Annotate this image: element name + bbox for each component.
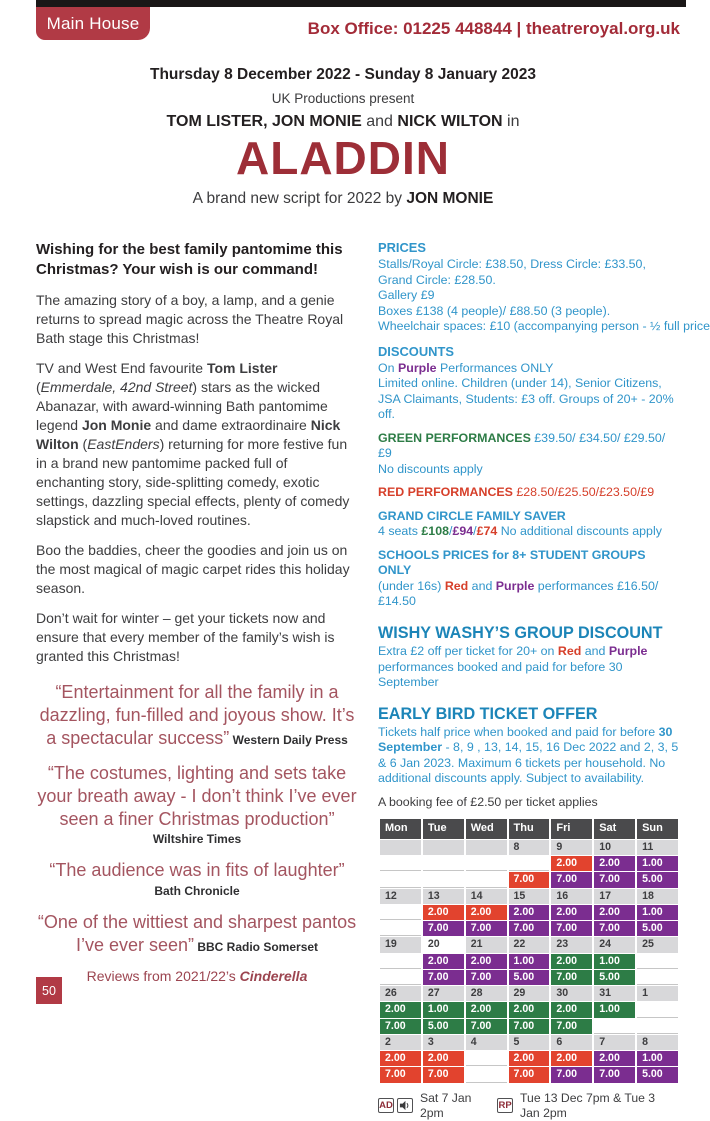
calendar-date-cell: 8: [509, 840, 550, 855]
calendar-empty-cell: [637, 1002, 678, 1017]
text-line: [378, 644, 680, 691]
early-bird-heading: [378, 704, 680, 724]
text-segment: DISCOUNTS: [378, 343, 454, 359]
calendar-day-header: Wed: [466, 819, 507, 839]
calendar-empty-cell: [380, 872, 421, 887]
text-segment: - 8, 9 , 13, 14, 15, 16 Dec 2022 and 2, 3, 5 & 6 Jan 2023. Maximum 6 tickets per household. No additional discounts apply. Subject to availability.: [378, 740, 679, 786]
calendar-empty-cell: [423, 856, 464, 871]
calendar-date-cell: 5: [509, 1035, 550, 1050]
calendar-date-cell: 3: [423, 1035, 464, 1050]
text-segment: in: [502, 113, 520, 130]
footnote-text: Sat 7 Jan 2pm: [419, 1090, 472, 1120]
performance-time-cell: 7.00: [380, 1067, 421, 1082]
performance-time-cell: 7.00: [509, 872, 550, 887]
calendar-empty-cell: [466, 1051, 507, 1066]
wishy-washy-heading: [378, 623, 680, 643]
performance-time-cell: 2.00: [594, 905, 635, 920]
text-segment: Stalls/Royal Circle: £38.50, Dress Circle: £33.50, Grand Circle: £28.50.: [378, 257, 646, 287]
prices-column: [378, 240, 710, 1121]
calendar-date-cell: 29: [509, 986, 550, 1001]
performance-time-cell: 7.00: [551, 970, 592, 985]
text-line: [378, 548, 680, 579]
calendar-date-cell: 6: [551, 1035, 592, 1050]
performance-time-cell: 2.00: [509, 1051, 550, 1066]
run-dates: Thursday 8 December 2022 - Sunday 8 January 2023: [150, 66, 536, 83]
performance-time-cell: 2.00: [380, 1051, 421, 1066]
calendar-date-cell: 22: [509, 937, 550, 952]
performance-time-cell: 5.00: [637, 921, 678, 936]
performance-time-cell: 7.00: [509, 1019, 550, 1034]
text-segment: A brand new script for 2022 by: [192, 189, 407, 207]
text-segment: performances booked and paid for before 30 September: [378, 659, 623, 689]
boo-paragraph: [36, 541, 358, 598]
calendar-date-cell: 19: [380, 937, 421, 952]
show-header: [0, 66, 686, 208]
performance-time-cell: 7.00: [594, 921, 635, 936]
calendar-date-cell: [380, 840, 421, 855]
booking-fee-note: [378, 795, 680, 811]
calendar-empty-cell: [380, 921, 421, 936]
text-segment: £28.50/£25.50/£23.50/£9: [516, 485, 655, 500]
calendar-footnotes: [378, 1091, 680, 1121]
green-performances: [378, 431, 680, 478]
performance-time-cell: 1.00: [423, 1002, 464, 1017]
prices-heading: [378, 240, 680, 256]
audio-description-icon: [397, 1098, 413, 1113]
calendar-day-header: Sat: [594, 819, 635, 839]
performance-time-cell: 7.00: [466, 921, 507, 936]
performance-time-cell: 7.00: [509, 921, 550, 936]
calendar-date-cell: 21: [466, 937, 507, 952]
text-segment: NICK WILTON: [397, 113, 503, 130]
performance-time-cell: 7.00: [551, 921, 592, 936]
calendar-empty-cell: [466, 1067, 507, 1082]
text-line: [378, 240, 680, 256]
calendar-date-cell: 26: [380, 986, 421, 1001]
calendar-empty-cell: [594, 1019, 635, 1034]
schools-prices: [378, 548, 680, 610]
text-segment: /: [448, 524, 453, 539]
script-credit-line: [0, 190, 686, 208]
tickets-paragraph: [36, 609, 358, 666]
calendar-empty-cell: [509, 856, 550, 871]
text-line: [378, 579, 680, 610]
text-line: [378, 704, 680, 724]
text-segment: EastEnders: [87, 435, 160, 452]
text-segment: (: [78, 435, 88, 452]
text-segment: GREEN PERFORMANCES: [378, 430, 531, 445]
text-line: [378, 485, 680, 501]
text-segment: WISHY WASHY’S GROUP DISCOUNT: [378, 623, 663, 642]
wishy-washy-text: [378, 644, 680, 691]
performance-time-cell: 7.00: [423, 1067, 464, 1082]
calendar-date-cell: 1: [637, 986, 678, 1001]
performance-time-cell: 2.00: [509, 905, 550, 920]
text-line: [378, 509, 680, 525]
text-segment: /: [473, 524, 477, 539]
press-quotes: [36, 681, 358, 956]
audio-described-badge: AD: [378, 1098, 394, 1113]
quote-text: “The costumes, lighting and sets take your breath away - I don’t think I’ve ever seen a finer Christmas production”: [37, 763, 357, 829]
text-line: [378, 304, 680, 320]
text-segment: Wishing for the best family pantomime this Christmas? Your wish is our command!: [36, 241, 343, 278]
calendar-date-cell: 30: [551, 986, 592, 1001]
performance-time-cell: 7.00: [423, 921, 464, 936]
text-line: [378, 344, 680, 360]
text-segment: Extra £2 off per ticket for 20+ on: [378, 644, 558, 658]
performance-time-cell: 5.00: [423, 1019, 464, 1034]
quote-attribution: Western Daily Press: [229, 732, 348, 747]
text-segment: No discounts apply: [378, 461, 483, 476]
text-line: [378, 725, 680, 787]
calendar-day-header: Mon: [380, 819, 421, 839]
quote-text: “The audience was in fits of laughter”: [49, 860, 345, 881]
performance-time-cell: 2.00: [551, 1051, 592, 1066]
text-line: [378, 524, 680, 540]
performance-time-cell: 2.00: [423, 1051, 464, 1066]
main-house-tab: Main House: [36, 7, 150, 40]
performance-time-cell: 7.00: [466, 970, 507, 985]
quote-text: “One of the wittiest and sharpest pantos I’ve ever seen”: [37, 911, 357, 955]
performance-time-cell: 2.00: [551, 905, 592, 920]
text-segment: Wheelchair spaces: £10 (accompanying person - ½ full price: [378, 319, 710, 334]
text-line: [378, 431, 680, 462]
text-segment: ) returning for more festive fun in a brand new pantomime packed full of enchanting story, side-splitting comedy, exotic settings, dazzling special effects, plenty of comedy slapstick and much-loved routines.: [36, 435, 350, 528]
performance-time-cell: 2.00: [594, 1051, 635, 1066]
calendar-empty-cell: [637, 970, 678, 985]
calendar-day-header: Thu: [509, 819, 550, 839]
calendar-empty-cell: [380, 970, 421, 985]
calendar-date-cell: 2: [380, 1035, 421, 1050]
performance-time-cell: 7.00: [594, 1067, 635, 1082]
text-segment: Purple: [397, 360, 437, 375]
text-segment: Performances ONLY: [436, 360, 554, 375]
performance-time-cell: 1.00: [637, 856, 678, 871]
calendar-date-cell: 17: [594, 889, 635, 904]
text-segment: and: [468, 578, 496, 593]
text-segment: Reviews from 2021/22’s: [86, 968, 240, 985]
calendar-date-cell: 10: [594, 840, 635, 855]
calendar-date-cell: 18: [637, 889, 678, 904]
cast-line: [0, 113, 686, 131]
performance-time-cell: 2.00: [551, 954, 592, 969]
calendar-date-cell: 25: [637, 937, 678, 952]
calendar-date-cell: 28: [466, 986, 507, 1001]
performance-time-cell: 7.00: [509, 1067, 550, 1082]
text-segment: £108: [421, 524, 449, 539]
text-segment: GRAND CIRCLE FAMILY SAVER: [378, 508, 566, 523]
calendar-date-cell: 16: [551, 889, 592, 904]
text-segment: Boxes £138 (4 people)/ £88.50 (3 people).: [378, 303, 611, 318]
text-segment: JON MONIE: [406, 189, 494, 207]
text-segment: ) stars as the wicked Abanazar, with award-winning Bath pantomime legend: [36, 378, 328, 433]
calendar-date-cell: 7: [594, 1035, 635, 1050]
performance-time-cell: 5.00: [594, 970, 635, 985]
calendar-empty-cell: [380, 954, 421, 969]
calendar-empty-cell: [380, 905, 421, 920]
relaxed-performance-badge: RP: [497, 1098, 513, 1113]
text-segment: TOM LISTER, JON MONIE: [166, 113, 362, 130]
performance-time-cell: 2.00: [551, 856, 592, 871]
calendar-empty-cell: [637, 954, 678, 969]
presenter-line: UK Productions present: [271, 91, 415, 106]
discounts-heading: [378, 344, 680, 360]
family-saver: [378, 509, 680, 540]
text-segment: Boo the baddies, cheer the goodies and join us on the most magical of magic carpet rides this holiday season.: [36, 541, 350, 597]
description-column: [36, 240, 358, 984]
text-segment: Nick Wilton: [36, 416, 341, 452]
top-edge-strip: [36, 0, 686, 7]
calendar-date-cell: 13: [423, 889, 464, 904]
text-line: [378, 319, 710, 335]
text-segment: Tickets half price when booked and paid for before: [378, 724, 659, 739]
text-segment: Gallery £9: [378, 288, 435, 303]
intro-paragraph: [36, 291, 358, 348]
calendar-empty-cell: [637, 1019, 678, 1034]
text-line: [378, 361, 680, 377]
text-line: [378, 462, 680, 478]
calendar-empty-cell: [380, 856, 421, 871]
text-segment: £39.50/ £34.50/ £29.50/ £9: [378, 430, 666, 461]
calendar-date-cell: 9: [551, 840, 592, 855]
text-segment: £94: [452, 524, 474, 539]
performance-time-cell: 1.00: [594, 1002, 635, 1017]
performance-time-cell: 2.00: [509, 1002, 550, 1017]
text-segment: 30 September: [378, 724, 673, 755]
text-segment: Red: [557, 644, 582, 658]
performance-time-cell: 2.00: [551, 1002, 592, 1017]
performance-time-cell: 7.00: [551, 1019, 592, 1034]
text-segment: A booking fee of £2.50 per ticket applies: [378, 794, 598, 809]
calendar-day-header: Fri: [551, 819, 592, 839]
performance-time-cell: 2.00: [466, 1002, 507, 1017]
text-segment: (: [36, 378, 41, 395]
text-segment: Don’t wait for winter – get your tickets now and ensure that every member of the family’s wish is granted this Christmas!: [36, 610, 335, 665]
press-quote: [36, 859, 358, 882]
reviews-credit-line: [36, 968, 358, 984]
text-segment: RED PERFORMANCES: [378, 485, 513, 500]
performance-time-cell: 7.00: [380, 1019, 421, 1034]
performance-time-cell: 2.00: [466, 954, 507, 969]
text-segment: Tom Lister: [206, 359, 278, 376]
text-segment: performances £16.50/ £14.50: [378, 578, 659, 609]
cast-paragraph: [36, 359, 358, 530]
text-segment: No additional discounts apply: [497, 524, 662, 539]
performance-time-cell: 5.00: [637, 1067, 678, 1082]
calendar-empty-cell: [466, 856, 507, 871]
calendar-day-header: Tue: [423, 819, 464, 839]
performance-time-cell: 2.00: [594, 856, 635, 871]
calendar-day-header: Sun: [637, 819, 678, 839]
text-line: [378, 257, 680, 288]
quote-attribution: BBC Radio Somerset: [194, 939, 319, 954]
calendar-date-cell: 31: [594, 986, 635, 1001]
performance-time-cell: 5.00: [637, 872, 678, 887]
calendar-date-cell: 20: [423, 937, 464, 952]
calendar-date-cell: 23: [551, 937, 592, 952]
performance-time-cell: 7.00: [466, 1019, 507, 1034]
text-segment: 4 seats: [378, 524, 422, 539]
performance-time-cell: 7.00: [551, 872, 592, 887]
quote-attribution: Bath Chronicle: [154, 883, 240, 898]
text-segment: EARLY BIRD TICKET OFFER: [378, 704, 598, 723]
calendar-empty-cell: [466, 872, 507, 887]
footnote-text: Tue 13 Dec 7pm & Tue 3 Jan 2pm: [520, 1090, 656, 1120]
calendar-date-cell: 12: [380, 889, 421, 904]
performance-time-cell: 1.00: [637, 1051, 678, 1066]
text-segment: Red: [444, 578, 469, 593]
performance-time-cell: 2.00: [380, 1002, 421, 1017]
performance-time-cell: 5.00: [509, 970, 550, 985]
text-segment: (under 16s): [378, 578, 445, 593]
calendar-date-cell: 4: [466, 1035, 507, 1050]
text-segment: Limited online. Children (under 14), Senior Citizens, JSA Claimants, Students: £3 off. Groups of 20+ - 20% off.: [378, 376, 674, 422]
performance-time-cell: 2.00: [466, 905, 507, 920]
performance-time-cell: 1.00: [509, 954, 550, 969]
text-segment: Cinderella: [239, 968, 308, 985]
performance-time-cell: 7.00: [551, 1067, 592, 1082]
press-quote: [36, 762, 358, 830]
text-line: [378, 376, 680, 423]
text-segment: PRICES: [378, 240, 426, 255]
performance-time-cell: 2.00: [423, 905, 464, 920]
calendar-date-cell: 14: [466, 889, 507, 904]
text-segment: SCHOOLS PRICES for 8+ STUDENT GROUPS ONLY: [378, 547, 646, 578]
text-segment: and: [581, 644, 609, 658]
text-segment: and: [361, 113, 398, 130]
discounts-text: [378, 361, 680, 423]
text-segment: Jon Monie: [81, 416, 152, 433]
calendar-date-cell: 11: [637, 840, 678, 855]
calendar-date-cell: 15: [509, 889, 550, 904]
text-segment: Emmerdale, 42nd Street: [40, 378, 193, 395]
press-quote: [36, 911, 358, 956]
performance-time-cell: 1.00: [637, 905, 678, 920]
press-quote: [36, 681, 358, 749]
text-line: [378, 288, 680, 304]
performance-calendar: [378, 818, 680, 1083]
text-segment: and dame extraordinaire: [151, 416, 311, 433]
box-office-line: Box Office: 01225 448844 | theatreroyal.org.uk: [307, 19, 680, 38]
quote-text: “Entertainment for all the family in a dazzling, fun-filled and joyous show. It’s a spectacular success”: [39, 682, 355, 748]
lead-paragraph: [36, 240, 358, 280]
calendar-date-cell: 27: [423, 986, 464, 1001]
performance-time-cell: 1.00: [594, 954, 635, 969]
prices-text: [378, 257, 710, 335]
text-segment: £74: [476, 524, 498, 539]
text-line: [378, 795, 680, 811]
text-segment: TV and West End favourite: [36, 359, 207, 376]
show-title: ALADDIN: [236, 132, 450, 184]
early-bird-text: [378, 725, 680, 787]
performance-time-cell: 2.00: [423, 954, 464, 969]
text-segment: Purple: [608, 644, 648, 658]
text-line: [378, 623, 680, 643]
calendar-date-cell: [423, 840, 464, 855]
text-segment: On: [378, 360, 398, 375]
calendar-date-cell: 8: [637, 1035, 678, 1050]
calendar-date-cell: 24: [594, 937, 635, 952]
performance-time-cell: 7.00: [423, 970, 464, 985]
calendar-empty-cell: [423, 872, 464, 887]
text-segment: Purple: [495, 578, 535, 593]
page-number: 50: [36, 977, 62, 1004]
performance-time-cell: 7.00: [594, 872, 635, 887]
quote-attribution: Wiltshire Times: [152, 832, 242, 847]
calendar-date-cell: [466, 840, 507, 855]
text-segment: The amazing story of a boy, a lamp, and a genie returns to spread magic across the Theatre Royal Bath stage this Christmas!: [36, 291, 344, 346]
red-performances: [378, 485, 680, 501]
